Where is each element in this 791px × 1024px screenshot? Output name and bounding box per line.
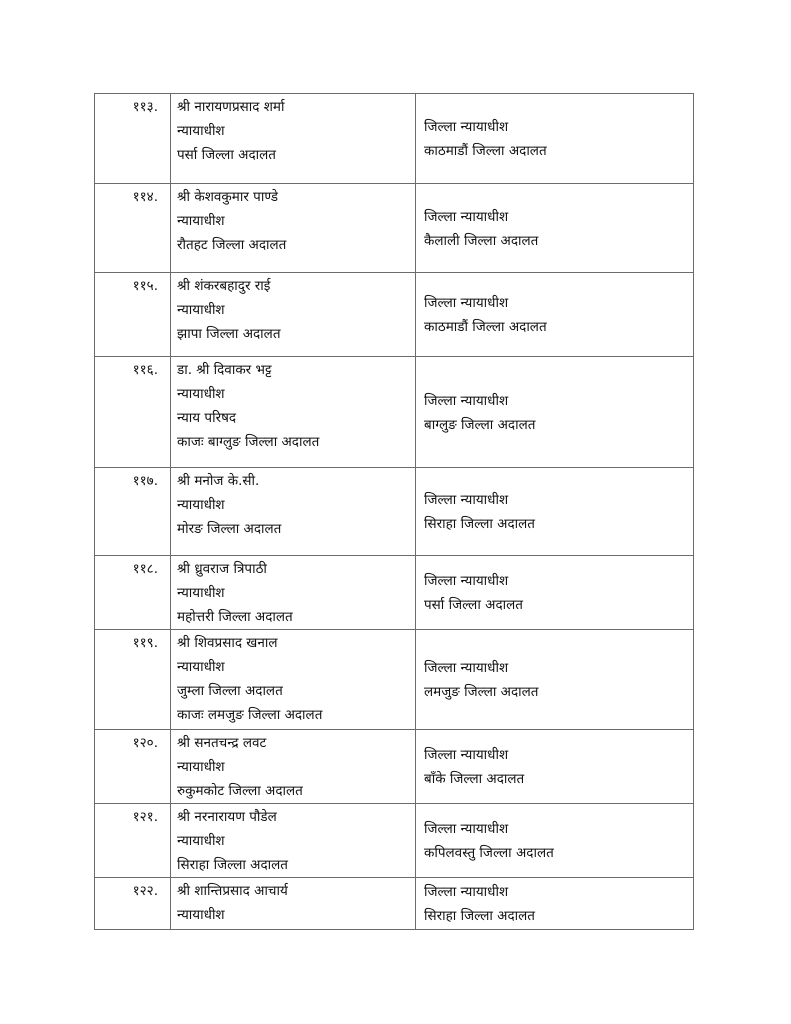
current-position-cell xyxy=(171,468,416,556)
new-court: बाँके जिल्ला अदालत xyxy=(424,771,525,787)
serial-number: ११३. xyxy=(132,99,158,115)
new-position-cell xyxy=(416,468,694,556)
judge-name: डा. श्री दिवाकर भट्ट xyxy=(177,362,272,378)
current-title: न्यायाधीश xyxy=(177,302,225,318)
serial-number: १२०. xyxy=(132,735,158,751)
new-court: कपिलवस्तु जिल्ला अदालत xyxy=(424,845,554,861)
serial-number-cell xyxy=(95,273,171,357)
table-row xyxy=(95,804,694,878)
serial-number-cell xyxy=(95,730,171,804)
serial-number-cell xyxy=(95,94,171,184)
current-court: जुम्ला जिल्ला अदालत xyxy=(177,683,283,699)
current-position-cell xyxy=(171,184,416,273)
new-court: कैलाली जिल्ला अदालत xyxy=(424,232,539,249)
new-title: जिल्ला न्यायाधीश xyxy=(424,660,509,676)
new-court: सिराहा जिल्ला अदालत xyxy=(424,908,535,924)
current-title: न्यायाधीश xyxy=(177,907,225,923)
current-court: सिराहा जिल्ला अदालत xyxy=(177,857,288,873)
serial-number: ११४. xyxy=(132,189,158,205)
new-title: जिल्ला न्यायाधीश xyxy=(424,119,509,135)
serial-number-cell xyxy=(95,630,171,730)
current-title: न्यायाधीश xyxy=(177,497,225,513)
new-court: काठमाडौं जिल्ला अदालत xyxy=(424,143,547,159)
table-row xyxy=(95,730,694,804)
table-row xyxy=(95,273,694,357)
new-title: जिल्ला न्यायाधीश xyxy=(424,208,509,225)
table-row xyxy=(95,556,694,630)
new-court: सिराहा जिल्ला अदालत xyxy=(424,516,535,532)
new-position-cell xyxy=(416,184,694,273)
new-position-cell xyxy=(416,804,694,878)
serial-number: ११८. xyxy=(132,561,158,577)
new-position-cell xyxy=(416,630,694,730)
new-title: जिल्ला न्यायाधीश xyxy=(424,295,509,311)
table-row xyxy=(95,878,694,930)
new-court: बाग्लुङ जिल्ला अदालत xyxy=(424,416,536,433)
current-title: न्यायाधीश xyxy=(177,759,225,775)
current-position-cell xyxy=(171,630,416,730)
table-row xyxy=(95,184,694,273)
current-position-cell xyxy=(171,357,416,468)
new-title: जिल्ला न्यायाधीश xyxy=(424,884,509,900)
judge-name: श्री शंकरबहादुर राई xyxy=(177,278,271,294)
current-position-cell xyxy=(171,94,416,184)
current-position-cell xyxy=(171,730,416,804)
serial-number-cell xyxy=(95,878,171,930)
serial-number-cell xyxy=(95,556,171,630)
new-title: जिल्ला न्यायाधीश xyxy=(424,747,509,763)
current-court: झापा जिल्ला अदालत xyxy=(177,326,281,342)
current-title: न्यायाधीश xyxy=(177,386,225,402)
new-position-cell xyxy=(416,357,694,468)
new-position-cell xyxy=(416,878,694,930)
table-row xyxy=(95,630,694,730)
new-position-cell xyxy=(416,94,694,184)
serial-number-cell xyxy=(95,804,171,878)
judge-name: श्री नरनारायण पौडेल xyxy=(177,809,277,825)
serial-number: ११७. xyxy=(132,473,158,489)
current-position-cell xyxy=(171,878,416,930)
serial-number: ११९. xyxy=(132,635,158,651)
serial-number: १२२. xyxy=(132,883,158,899)
judge-name: श्री केशवकुमार पाण्डे xyxy=(177,189,278,205)
serial-number-cell xyxy=(95,184,171,273)
new-court: काठमाडौं जिल्ला अदालत xyxy=(424,319,547,335)
current-title: न्यायाधीश xyxy=(177,123,225,139)
new-title: जिल्ला न्यायाधीश xyxy=(424,392,509,409)
serial-number-cell xyxy=(95,468,171,556)
current-court: पर्सा जिल्ला अदालत xyxy=(177,147,276,163)
new-position-cell xyxy=(416,556,694,630)
acting-court: काजः बाग्लुङ जिल्ला अदालत xyxy=(177,434,320,450)
current-title: न्यायाधीश xyxy=(177,585,225,601)
new-position-cell xyxy=(416,730,694,804)
current-title: न्यायाधीश xyxy=(177,213,225,229)
new-title: जिल्ला न्यायाधीश xyxy=(424,573,509,589)
judge-name: श्री सनतचन्द्र लवट xyxy=(177,735,267,751)
new-court: पर्सा जिल्ला अदालत xyxy=(424,597,523,613)
serial-number: ११५. xyxy=(132,278,158,294)
new-title: जिल्ला न्यायाधीश xyxy=(424,821,509,837)
table-row xyxy=(95,94,694,184)
judge-name: श्री मनोज के.सी. xyxy=(177,473,260,489)
judge-name: श्री नारायणप्रसाद शर्मा xyxy=(177,99,285,115)
current-title: न्यायाधीश xyxy=(177,833,225,849)
new-title: जिल्ला न्यायाधीश xyxy=(424,492,509,508)
current-position-cell xyxy=(171,273,416,357)
current-position-cell xyxy=(171,556,416,630)
current-title: न्यायाधीश xyxy=(177,659,225,675)
current-court: मोरङ जिल्ला अदालत xyxy=(177,521,282,537)
serial-number-cell xyxy=(95,357,171,468)
current-court: महोत्तरी जिल्ला अदालत xyxy=(177,609,293,625)
current-position-cell xyxy=(171,804,416,878)
new-position-cell xyxy=(416,273,694,357)
current-court: रौतहट जिल्ला अदालत xyxy=(177,237,287,253)
table-row xyxy=(95,468,694,556)
judge-name: श्री शिवप्रसाद खनाल xyxy=(177,635,278,651)
acting-court: काजः लमजुङ जिल्ला अदालत xyxy=(177,707,323,723)
table-row xyxy=(95,357,694,468)
serial-number: ११६. xyxy=(132,362,158,378)
serial-number: १२१. xyxy=(132,809,158,825)
judge-name: श्री शान्तिप्रसाद आचार्य xyxy=(177,883,288,899)
new-court: लमजुङ जिल्ला अदालत xyxy=(424,684,539,700)
current-office: न्याय परिषद xyxy=(177,410,237,426)
current-court: रुकुमकोट जिल्ला अदालत xyxy=(177,783,303,799)
judge-name: श्री ध्रुवराज त्रिपाठी xyxy=(177,561,267,577)
judge-transfer-table xyxy=(94,93,694,930)
